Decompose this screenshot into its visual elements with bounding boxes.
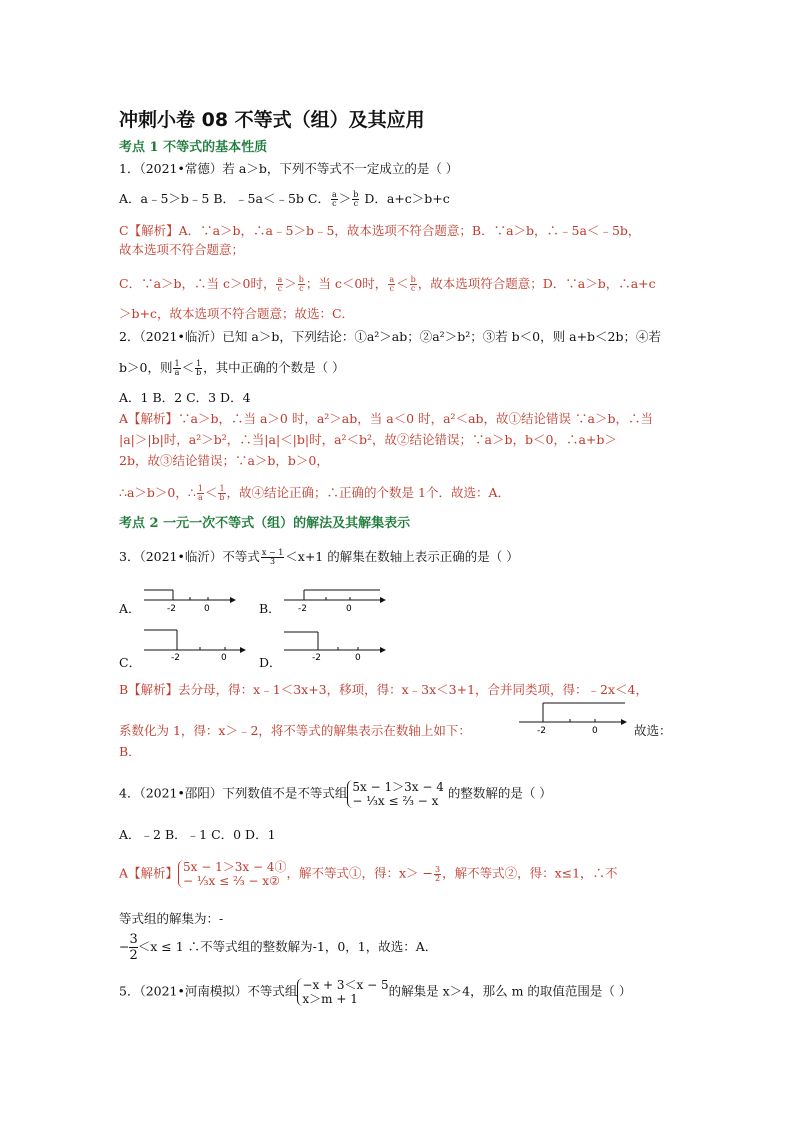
svg-text:0: 0 bbox=[346, 604, 352, 614]
q5-stem: 5．（2021•河南模拟）不等式组 −x + 3＜x − 5 x＞m + 1 的解集是 x＞4，那么 m 的取值范围是（ ） bbox=[119, 978, 632, 1006]
q2-stem-line1: 2．（2021•临沂）已知 a＞b，下列结论：①a²＞ab；②a²＞b²；③若 b＜0，则 a+b＜2b；④若 bbox=[119, 329, 661, 344]
q2-options: A．1 B．2 C．3 D．4 bbox=[119, 390, 251, 405]
svg-text:0: 0 bbox=[355, 653, 361, 662]
q1-stem: 1．（2021•常德）若 a＞b，下列不等式不一定成立的是（ ） bbox=[119, 161, 459, 176]
number-line-d bbox=[280, 628, 390, 662]
q3-option-d-label: D． bbox=[259, 655, 282, 670]
q2-answer-line2: |a|＞|b|时，a²＞b²，∴当|a|＜|b|时，a²＜b²，故②结论错误；∵a＞b，b＜0，∴a+b＞ bbox=[119, 432, 617, 447]
svg-text:-2: -2 bbox=[298, 604, 307, 614]
svg-text:-2: -2 bbox=[312, 653, 321, 662]
q2-stem-line2: b＞0，则 $\frac{1}{a}$ ＜ $\frac{1}{b}$ ，其中正确的个数是（ ） bbox=[119, 359, 345, 377]
q3-answer-choose: 故选： bbox=[634, 723, 672, 738]
q1-options: A．a﹣5＞b﹣5 B．﹣5a＜﹣5b C． $\frac{a}{c}$ ＞ $\frac{b}{c}$ D．a+c＞b+c bbox=[119, 190, 450, 208]
q2-answer-line4: ∴a＞b＞0，∴ $\frac{1}{a}$ ＜ $\frac{1}{b}$ ，故④结论正确；∴正确的个数是 1个．故选：A． bbox=[119, 484, 510, 502]
q4-answer-line1: A【解析】 5x − 1＞3x − 4① − ⅓x ≤ ⅔ − x② ，解不等式①，得：x＞ − $\frac{3}{2}$ ，解不等式②，得：x≤1，∴不 bbox=[119, 860, 618, 888]
q3-option-c-label: C． bbox=[119, 655, 142, 670]
q4-answer-system: 5x − 1＞3x − 4① − ⅓x ≤ ⅔ − x② bbox=[178, 860, 286, 888]
q5-inequality-system: −x + 3＜x − 5 x＞m + 1 bbox=[297, 978, 388, 1006]
svg-text:-2: -2 bbox=[171, 653, 180, 662]
q4-answer-line3: − $\frac{3}{2}$ ＜x ≤ 1 ∴不等式组的整数解为-1，0，1，故选：A． bbox=[119, 932, 438, 963]
svg-text:-2: -2 bbox=[167, 604, 176, 614]
q3-stem: 3．（2021•临沂）不等式 $\frac{x - 1}{3}$ ＜x+1 的解集在数轴上表示正确的是（ ） bbox=[119, 548, 519, 566]
number-line-a bbox=[140, 588, 240, 614]
svg-text:0: 0 bbox=[221, 653, 227, 662]
q1-answer-line1: C【解析】A．∵a＞b，∴a﹣5＞b﹣5，故本选项不符合题意；B．∵a＞b，∴﹣5a＜﹣5b， bbox=[119, 223, 641, 238]
svg-text:0: 0 bbox=[592, 726, 598, 736]
svg-text:-2: -2 bbox=[537, 726, 546, 736]
q3-answer-line1: B【解析】去分母，得：x﹣1＜3x+3，移项，得：x﹣3x＜3+1，合并同类项，得：﹣2x＜4， bbox=[119, 682, 649, 697]
q3-option-b-label: B． bbox=[259, 601, 281, 616]
number-line-b bbox=[280, 588, 390, 614]
q1-answer-line4: ＞b+c，故本选项不符合题意；故选：C． bbox=[119, 306, 355, 321]
number-line-c bbox=[140, 628, 250, 662]
svg-text:0: 0 bbox=[204, 604, 210, 614]
q4-inequality-system: 5x − 1＞3x − 4 − ⅓x ≤ ⅔ − x bbox=[347, 780, 443, 808]
q2-answer-line3: 2b，故③结论错误；∵a＞b，b＞0， bbox=[119, 453, 329, 468]
q3-answer-line3: B． bbox=[119, 744, 141, 759]
q4-options: A．﹣2 B．﹣1 C．0 D．1 bbox=[119, 827, 276, 842]
number-line-answer bbox=[515, 700, 635, 736]
section-heading-1: 考点 1 不等式的基本性质 bbox=[119, 140, 268, 155]
page-title: 冲刺小卷 08 不等式（组）及其应用 bbox=[119, 109, 425, 131]
q3-option-a-label: A． bbox=[119, 601, 141, 616]
q1-answer-line3: C．∵a＞b，∴当 c＞0时， $\frac{a}{c}$ ＞ $\frac{b}{c}$ ；当 c＜0时， $\frac{a}{c}$ ＜ $\frac{b}{c}$ ，故本选项符合题意；D．∵a＞b，∴a+c bbox=[119, 275, 656, 293]
q2-answer-line1: A【解析】∵a＞b，∴当 a＞0 时，a²＞ab，当 a＜0 时，a²＜ab，故①结论错误 ∵a＞b，∴当 bbox=[119, 411, 653, 426]
q4-stem: 4．（2021•邵阳）下列数值不是不等式组 5x − 1＞3x − 4 − ⅓x ≤ ⅔ − x 的整数解的是（ ） bbox=[119, 780, 552, 808]
q3-answer-line2: 系数化为 1，得：x＞﹣2，将不等式的解集表示在数轴上如下： bbox=[119, 723, 471, 738]
q1-answer-line2: 故本选项不符合题意； bbox=[119, 242, 245, 257]
section-heading-2: 考点 2 一元一次不等式（组）的解法及其解集表示 bbox=[119, 516, 411, 531]
q4-answer-line2: 等式组的解集为：- bbox=[119, 911, 224, 926]
